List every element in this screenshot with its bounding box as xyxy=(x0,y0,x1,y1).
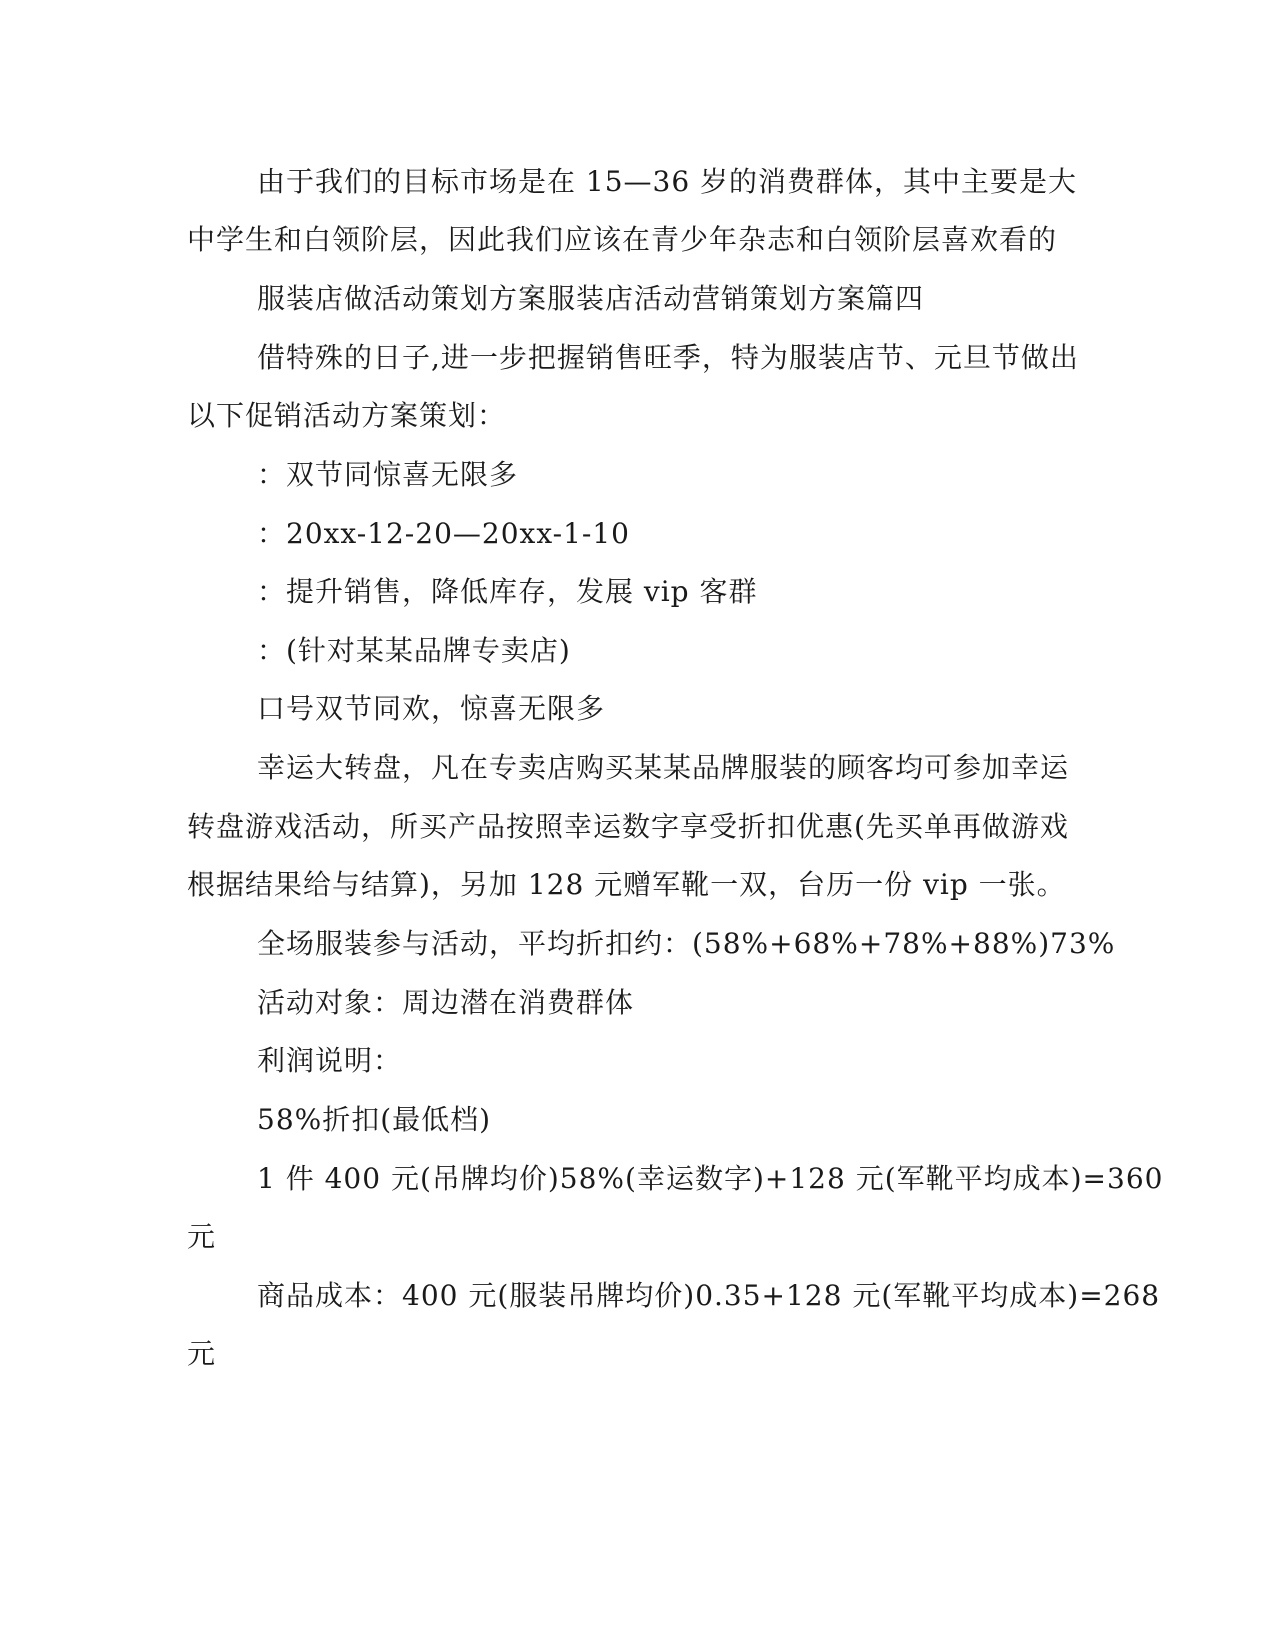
paragraph-line: 以下促销活动方案策划： xyxy=(187,399,507,432)
paragraph-line: 借特殊的日子,进一步把握销售旺季，特为服装店节、元旦节做出 xyxy=(257,341,1079,374)
paragraph-line: 活动对象：周边潜在消费群体 xyxy=(257,986,635,1019)
section-heading: 服装店做活动策划方案服装店活动营销策划方案篇四 xyxy=(257,282,925,315)
paragraph-line: 转盘游戏活动，所买产品按照幸运数字享受折扣优惠(先买单再做游戏 xyxy=(187,810,1069,843)
paragraph-line: 中学生和白领阶层，因此我们应该在青少年杂志和白领阶层喜欢看的 xyxy=(187,223,1058,256)
paragraph-line: 口号双节同欢，惊喜无限多 xyxy=(257,692,606,725)
list-item: ：双节同惊喜无限多 xyxy=(257,458,519,491)
paragraph-line: 根据结果给与结算)，另加 128 元赠军靴一双，台历一份 vip 一张。 xyxy=(187,868,1066,901)
list-item: ：提升销售，降低库存，发展 vip 客群 xyxy=(257,575,758,608)
paragraph-line: 利润说明： xyxy=(257,1044,403,1077)
paragraph-line: 由于我们的目标市场是在 15—36 岁的消费群体，其中主要是大 xyxy=(257,165,1078,198)
list-item: ：20xx-12-20—20xx-1-10 xyxy=(257,517,630,550)
paragraph-line: 幸运大转盘，凡在专卖店购买某某品牌服装的顾客均可参加幸运 xyxy=(257,751,1070,784)
list-item: ：(针对某某品牌专卖店) xyxy=(257,634,571,667)
paragraph-line: 1 件 400 元(吊牌均价)58%(幸运数字)+128 元(军靴平均成本)=360 xyxy=(257,1162,1164,1195)
paragraph-line: 元 xyxy=(187,1337,217,1370)
paragraph-line: 全场服装参与活动，平均折扣约：(58%+68%+78%+88%)73% xyxy=(257,927,1116,960)
paragraph-line: 商品成本：400 元(服装吊牌均价)0.35+128 元(军靴平均成本)=268 xyxy=(257,1279,1161,1312)
paragraph-line: 元 xyxy=(187,1220,217,1253)
paragraph-line: 58%折扣(最低档) xyxy=(257,1103,492,1136)
